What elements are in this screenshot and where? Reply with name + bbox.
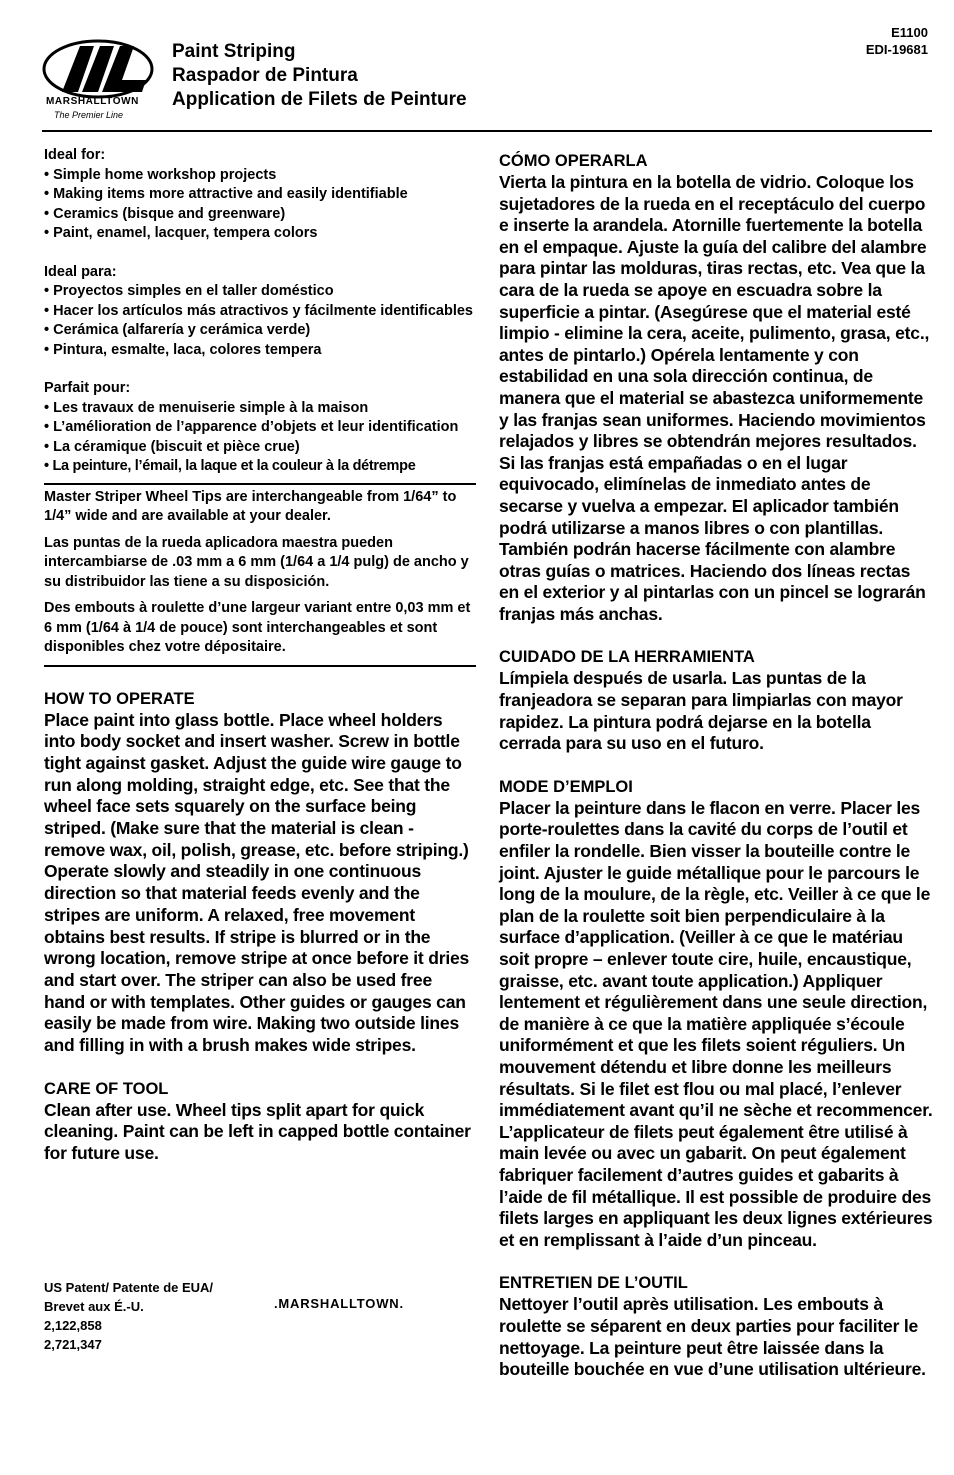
section-heading: CUIDADO DE LA HERRAMIENTA — [499, 648, 755, 667]
product-titles — [172, 40, 467, 112]
footer-brand: .MARSHALLTOWN. — [274, 1296, 404, 1311]
section-body: Nettoyer l’outil après utilisation. Les embouts à roulette se séparent en deux parties pour faciliter le nettoyage. La peinture peut être laissée dans la bouteille bouchée en vue d’une utilisation ultérieure. — [499, 1294, 926, 1380]
mode-emploi-section — [499, 776, 933, 1251]
section-heading: ENTRETIEN DE L’OUTIL — [499, 1274, 688, 1293]
cuidado-section — [499, 646, 933, 754]
section-body: Place paint into glass bottle. Place wheel holders into body socket and insert washer. Screw in bottle tight against gasket. Adjust the guide wire gauge to run along molding, straight edge, etc. See that the wheel face sets squarely on the surface being striped. (Make sure that the material is clean - remove wax, oil, polish, grease, etc. before striping.) Operate slowly and steadily in one continuous direction so that material feeds evenly and the stripes are uniform. A relaxed, free movement obtains best results. If stripe is blurred or in the wrong location, remove stripe at once before it dries and start over. The striper can also be used free hand or with templates. Other guides or gauges can easily be made from wire. Making two outside lines and filling in with a brush makes wide stripes. — [44, 709, 470, 1056]
ideal-for-french — [44, 379, 476, 477]
section-body: Placer la peinture dans le flacon en verre. Placer les porte-roulettes dans la cavité du corps de l’outil et enfiler la rondelle. Bien visser la bouteille contre le joint. Ajuster le guide métallique pour le parcours le long de la moulure, de la règle, etc. Veiller à ce que le plan de la roulette soit bien perpendiculaire à la surface d’application. (Veiller à ce que le matériau soit propre – enlever toute cire, huile, encaustique, graisse, etc. avant toute application.) Appliquer lentement et régulièrement dans une seule direction, de manière à ce que la matière appliquée s’écoule uniformément et que les filets soient réguliers. Un mouvement détendu et libre donne les meilleurs résultats. Si le filet est flou ou mal placé, l’enlever immédiatement avant qu’il ne sèche et recommencer. L’applicateur de filets peut également être utilisé à main levée ou avec un gabarit. On peut également fabriquer facilement d’autres guides et gabarits à l’aide de fil métallique. Il est possible de produire des filets larges en appliquant les deux lignes extérieures et en remplissant à l’aide d’un pinceau. — [499, 797, 933, 1250]
header-divider — [42, 130, 932, 132]
model-code: E1100 — [891, 25, 928, 40]
patent-info — [44, 1278, 213, 1354]
tips-spanish: Las puntas de la rueda aplicadora maestra pueden intercambiarse de .03 mm a 6 mm (1/64 a 1/4 pulg) de ancho y su distribuidor las tiene a su disposición. — [44, 534, 469, 590]
como-operarla-section — [499, 150, 933, 625]
list-item: • Les travaux de menuiserie simple à la maison — [44, 399, 369, 416]
patent-label: US Patent/ Patente de EUA/ — [44, 1280, 214, 1295]
document-code: EDI-19681 — [865, 42, 928, 57]
left-column — [44, 146, 476, 1165]
ideal-heading: Parfait pour: — [44, 380, 131, 396]
section-body: Clean after use. Wheel tips split apart for quick cleaning. Paint can be left in capped bottle container for future use. — [44, 1099, 471, 1164]
list-item: • L’amélioration de l’apparence d’objets et leur identification — [44, 419, 459, 435]
care-of-tool-section — [44, 1078, 476, 1165]
right-column — [499, 150, 933, 1402]
ideal-for-english — [44, 146, 476, 244]
title-english: Paint Striping — [172, 41, 296, 62]
ideal-heading: Ideal para: — [44, 263, 117, 280]
list-item: • Simple home workshop projects — [44, 166, 277, 183]
how-to-operate-section — [44, 688, 476, 1057]
entretien-section — [499, 1272, 933, 1380]
section-heading: HOW TO OPERATE — [44, 689, 195, 708]
patent-number: 2,721,347 — [44, 1337, 102, 1352]
tips-french: Des embouts à roulette d’une largeur variant entre 0,03 mm et 6 mm (1/64 à 1/4 de pouce) sont interchangeables et sont disponibles chez votre dépositaire. — [44, 600, 471, 655]
list-item: • La peinture, l’émail, la laque et la couleur à la détrempe — [44, 458, 416, 474]
tips-english: Master Striper Wheel Tips are interchangeable from 1/64” to 1/4” wide and are available at your dealer. — [44, 488, 457, 524]
list-item: • Proyectos simples en el taller doméstico — [44, 283, 334, 299]
list-item: • Pintura, esmalte, laca, colores tempera — [44, 341, 322, 358]
list-item: • Cerámica (alfarería y cerámica verde) — [44, 322, 311, 338]
product-codes — [866, 24, 928, 58]
list-item: • La céramique (biscuit et pièce crue) — [44, 438, 300, 455]
section-heading: MODE D’EMPLOI — [499, 777, 633, 796]
logo-wordmark: MARSHALLTOWN — [46, 96, 139, 107]
wheel-tips-box — [44, 483, 476, 667]
list-item: • Ceramics (bisque and greenware) — [44, 205, 286, 222]
list-item: • Hacer los artículos más atractivos y fácilmente identificables — [44, 302, 473, 319]
patent-number: 2,122,858 — [44, 1318, 102, 1333]
title-spanish: Raspador de Pintura — [172, 65, 358, 86]
section-body: Límpiela después de usarla. Las puntas de la franjeadora se separan para limpiarlas con mayor rapidez. La pintura podrá dejarse en la botella cerrada para su uso en el futuro. — [499, 668, 903, 754]
section-heading: CÓMO OPERARLA — [499, 152, 648, 170]
ideal-for-spanish — [44, 263, 476, 361]
ideal-heading: Ideal for: — [44, 147, 106, 163]
section-heading: CARE OF TOOL — [44, 1079, 169, 1098]
patent-label-fr: Brevet aux É.-U. — [44, 1299, 144, 1314]
title-french: Application de Filets de Peinture — [172, 89, 467, 110]
list-item: • Making items more attractive and easily identifiable — [44, 186, 408, 202]
list-item: • Paint, enamel, lacquer, tempera colors — [44, 225, 318, 241]
logo-tagline: The Premier Line — [54, 110, 124, 120]
section-body: Vierta la pintura en la botella de vidrio. Coloque los sujetadores de la rueda en el receptáculo del cuerpo e inserte la arandela. Atornille fuertemente la botella en el empaque. Ajuste la guía del calibre del alambre para pintar las molduras, tiras rectas, etc. Vea que la cara de la rueda se apoye en escuadra sobre la superficie a pintar. (Asegúrese que el material esté limpio - elimine la cera, aceite, pulimento, grasa, etc., antes de pintarlo.) Opérela lentamente y con estabilidad en una sola dirección continua, de manera que el material se abastezca uniformemente y las franjas sean uniformes. Haciendo movimientos relajados y libres se obtendrán mejores resultados. Si las franjas está empañadas o en el lugar equivocado, elimínelas de inmediato antes de secarse y vuelva a empezar. El aplicador también podrá utilizarse a manos libres o con plantillas. También podrán hacerse fácilmente con alambre otras guías o matrices. Haciendo dos líneas rectas en el exterior y al pintarlas con un pincel se lograrán franjas más anchas. — [499, 172, 930, 624]
